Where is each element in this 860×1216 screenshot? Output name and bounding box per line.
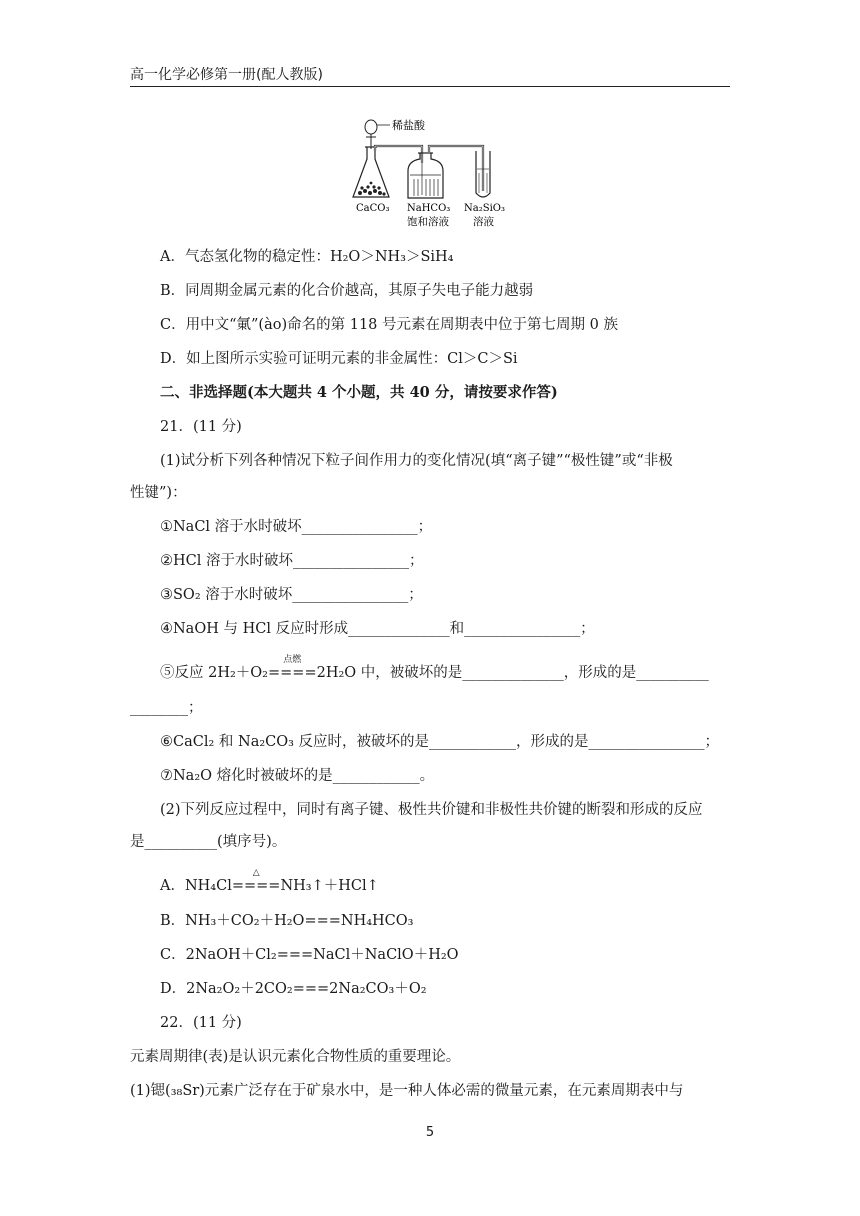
running-header bbox=[130, 64, 730, 87]
reaction-condition: 点燃 bbox=[283, 655, 302, 665]
q21-item-3: ③SO₂ 溶于水时破坏________________； bbox=[160, 587, 423, 603]
heat-symbol: △ bbox=[252, 868, 260, 878]
q21-item-2: ②HCl 溶于水时破坏________________； bbox=[160, 553, 424, 569]
separatory-funnel bbox=[365, 120, 377, 149]
choice-b: B．NH₃＋CO₂＋H₂O===NH₄HCO₃ bbox=[160, 913, 414, 929]
option-b: B．同周期金属元素的化合价越高，其原子失电子能力越弱 bbox=[160, 283, 534, 299]
reaction-arrow: 点燃 ==== bbox=[268, 663, 317, 683]
label-acid: 稀盐酸 bbox=[392, 119, 425, 132]
choice-a bbox=[160, 868, 379, 896]
q21-part1-line1: (1)试分析下列各种情况下粒子间作用力的变化情况(填“离子键”“极性键”或“非极 bbox=[160, 453, 673, 469]
label-bottle-reagent: NaHCO₃ bbox=[407, 203, 451, 214]
question-21-title: 21．(11 分) bbox=[160, 419, 242, 435]
question-22-title: 22．(11 分) bbox=[160, 1015, 242, 1031]
delivery-tube-2 bbox=[429, 146, 483, 191]
page-number: 5 bbox=[425, 1125, 435, 1140]
item-5-reactants: ⑤反应 2H₂＋O₂ bbox=[160, 665, 268, 681]
item-5-products: 2H₂O 中，被破坏的是______________，形成的是__________ bbox=[316, 665, 709, 681]
q21-item-7: ⑦Na₂O 熔化时被破坏的是____________。 bbox=[160, 768, 435, 784]
q21-item-6: ⑥CaCl₂ 和 Na₂CO₃ 反应时，被破坏的是____________，形成的是________________； bbox=[160, 734, 720, 750]
conical-flask bbox=[353, 147, 389, 197]
label-tube-reagent: Na₂SiO₃ bbox=[464, 203, 505, 214]
q21-item-4: ④NaOH 与 HCl 反应时形成______________和________________； bbox=[160, 621, 595, 637]
q21-item-1: ①NaCl 溶于水时破坏________________； bbox=[160, 519, 433, 535]
caco3-granules bbox=[358, 182, 386, 196]
option-a: A．气态氢化物的稳定性：H₂O＞NH₃＞SiH₄ bbox=[160, 249, 454, 265]
q22-intro: 元素周期律(表)是认识元素化合物性质的重要理论。 bbox=[130, 1049, 461, 1065]
choice-d: D．2Na₂O₂＋2CO₂===2Na₂CO₃＋O₂ bbox=[160, 981, 427, 997]
choice-a-products: NH₃↑＋HCl↑ bbox=[280, 878, 379, 894]
option-d: D．如上图所示实验可证明元素的非金属性：Cl＞C＞Si bbox=[160, 351, 518, 367]
apparatus-figure bbox=[340, 113, 520, 231]
section-heading: 二、非选择题(本大题共 4 个小题，共 40 分，请按要求作答) bbox=[160, 384, 558, 401]
choice-c: C．2NaOH＋Cl₂===NaCl＋NaClO＋H₂O bbox=[160, 947, 459, 963]
q21-part1-line2: 性键”)： bbox=[130, 485, 187, 501]
q22-part1: (1)锶(₃₈Sr)元素广泛存在于矿泉水中，是一种人体必需的微量元素，在元素周期表中与 bbox=[130, 1083, 684, 1099]
header-title: 高一化学必修第一册(配人教版) bbox=[130, 67, 323, 83]
q21-part2-line2: 是__________(填序号)。 bbox=[130, 834, 287, 850]
choice-a-reactant: A．NH₄Cl bbox=[160, 878, 232, 894]
label-bottle-solution: 饱和溶液 bbox=[407, 216, 449, 228]
option-c: C．用中文“氭”(ào)命名的第 118 号元素在周期表中位于第七周期 0 族 bbox=[160, 317, 618, 333]
q21-item-5-continued: ________； bbox=[130, 700, 203, 716]
q21-item-5 bbox=[160, 655, 709, 683]
reaction-arrow: △ ==== bbox=[232, 876, 281, 896]
label-flask: CaCO₃ bbox=[356, 203, 390, 214]
q21-part2-line1: (2)下列反应过程中，同时有离子键、极性共价键和非极性共价键的断裂和形成的反应 bbox=[160, 802, 703, 818]
label-tube-solution: 溶液 bbox=[473, 216, 494, 228]
